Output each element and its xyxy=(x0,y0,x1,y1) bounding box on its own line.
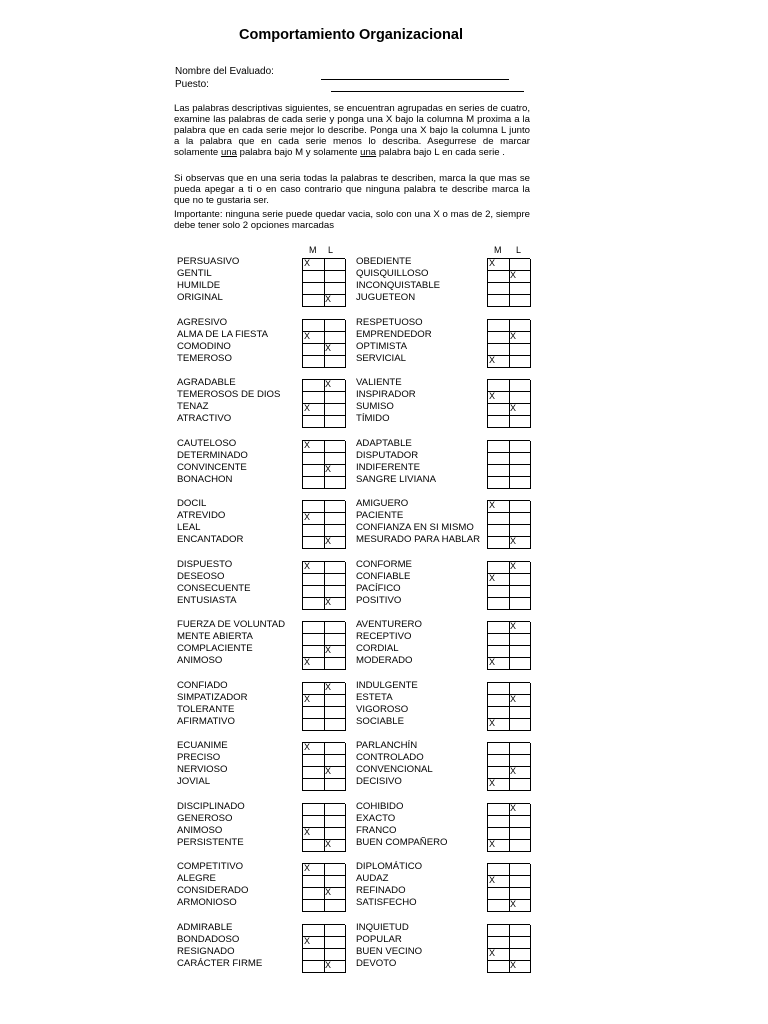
answer-grid xyxy=(302,500,345,549)
answer-cell-l[interactable] xyxy=(324,477,346,489)
answer-cell-m[interactable] xyxy=(488,283,510,295)
answer-cell-l[interactable] xyxy=(509,574,531,586)
answer-cell-l[interactable] xyxy=(509,453,531,465)
answer-cell-m[interactable] xyxy=(488,416,510,428)
answer-cell-m[interactable] xyxy=(488,743,510,755)
series-word: INSPIRADOR xyxy=(356,389,416,400)
series-word: ENTUSIASTA xyxy=(177,595,237,606)
answer-cell-l[interactable]: X xyxy=(324,537,346,549)
answer-cell-l[interactable] xyxy=(509,380,531,392)
series-word: SOCIABLE xyxy=(356,716,404,727)
answer-cell-m[interactable] xyxy=(303,295,325,307)
answer-cell-m[interactable] xyxy=(488,525,510,537)
series-word: GENEROSO xyxy=(177,813,233,824)
series-word: ADMIRABLE xyxy=(177,922,233,933)
series-word: CONSIDERADO xyxy=(177,885,249,896)
answer-cell-l[interactable] xyxy=(509,719,531,731)
answer-cell-m[interactable] xyxy=(488,453,510,465)
answer-cell-l[interactable]: X xyxy=(324,380,346,392)
answer-cell-m[interactable]: X xyxy=(488,392,510,404)
column-header-l-right: L xyxy=(516,245,522,255)
answer-cell-l[interactable] xyxy=(324,356,346,368)
series-word: DIPLOMÁTICO xyxy=(356,861,423,872)
series-word: PACÍFICO xyxy=(356,583,401,594)
answer-cell-l[interactable]: X xyxy=(509,961,531,973)
answer-cell-l[interactable]: X xyxy=(324,888,346,900)
series-word: AGRESIVO xyxy=(177,317,228,328)
series-word: SATISFECHO xyxy=(356,897,417,908)
series-word: GENTIL xyxy=(177,268,212,279)
important-paragraph: Importante: ninguna serie puede quedar vacia, solo con una X o mas de 2, siempre debe tener solo 2 opciones marcadas xyxy=(174,209,530,231)
series-word: AVENTURERO xyxy=(356,619,422,630)
series-word: TÍMIDO xyxy=(356,413,390,424)
puesto-label: Puesto: xyxy=(175,79,209,90)
series-word: TOLERANTE xyxy=(177,704,235,715)
page-title: Comportamiento Organizacional xyxy=(239,27,463,43)
answer-cell-m[interactable] xyxy=(488,925,510,937)
answer-cell-m[interactable] xyxy=(303,949,325,961)
answer-cell-l[interactable] xyxy=(509,465,531,477)
evaluado-label: Nombre del Evaluado: xyxy=(175,66,274,77)
answer-cell-l[interactable] xyxy=(324,416,346,428)
answer-grid xyxy=(487,621,530,670)
answer-cell-l[interactable]: X xyxy=(509,804,531,816)
answer-grid xyxy=(302,379,345,428)
answer-cell-l[interactable] xyxy=(509,501,531,513)
answer-cell-l[interactable] xyxy=(509,646,531,658)
series-word: CONSECUENTE xyxy=(177,583,251,594)
answer-cell-m[interactable] xyxy=(488,513,510,525)
answer-cell-l[interactable]: X xyxy=(324,344,346,356)
series-word: DECISIVO xyxy=(356,776,402,787)
series-word: DISCIPLINADO xyxy=(177,801,245,812)
answer-cell-m[interactable] xyxy=(488,755,510,767)
series-word: CONVENCIONAL xyxy=(356,764,433,775)
series-word: RECEPTIVO xyxy=(356,631,412,642)
series-word: CONTROLADO xyxy=(356,752,424,763)
answer-cell-l[interactable] xyxy=(509,295,531,307)
answer-cell-m[interactable] xyxy=(488,271,510,283)
series-word: ADAPTABLE xyxy=(356,438,412,449)
answer-cell-m[interactable] xyxy=(488,441,510,453)
series-word: CONFORME xyxy=(356,559,412,570)
answer-cell-l[interactable]: X xyxy=(509,622,531,634)
answer-cell-l[interactable] xyxy=(509,283,531,295)
answer-grid xyxy=(302,258,345,307)
answer-cell-m[interactable]: X xyxy=(303,513,325,525)
answer-cell-l[interactable] xyxy=(509,356,531,368)
series-word: ENCANTADOR xyxy=(177,534,244,545)
answer-cell-m[interactable] xyxy=(303,453,325,465)
answer-cell-l[interactable]: X xyxy=(324,840,346,852)
answer-cell-m[interactable] xyxy=(488,465,510,477)
answer-cell-l[interactable]: X xyxy=(324,683,346,695)
answer-grid xyxy=(487,500,530,549)
answer-cell-l[interactable] xyxy=(509,634,531,646)
series-word: VALIENTE xyxy=(356,377,402,388)
answer-cell-l[interactable] xyxy=(509,513,531,525)
answer-cell-l[interactable] xyxy=(509,864,531,876)
answer-grid xyxy=(302,440,345,489)
answer-cell-m[interactable] xyxy=(303,586,325,598)
answer-cell-l[interactable]: X xyxy=(324,295,346,307)
series-word: ANIMOSO xyxy=(177,825,223,836)
answer-cell-l[interactable] xyxy=(324,562,346,574)
answer-cell-m[interactable] xyxy=(303,380,325,392)
series-word: LEAL xyxy=(177,522,201,533)
answer-cell-m[interactable] xyxy=(303,779,325,791)
answer-cell-l[interactable] xyxy=(509,743,531,755)
answer-cell-m[interactable] xyxy=(488,295,510,307)
answer-cell-l[interactable] xyxy=(324,707,346,719)
answer-grid xyxy=(302,803,345,852)
answer-cell-m[interactable] xyxy=(303,283,325,295)
series-word: RESPETUOSO xyxy=(356,317,423,328)
series-word: ARMONIOSO xyxy=(177,897,237,908)
column-header-l: L xyxy=(328,245,334,255)
answer-grid xyxy=(302,682,345,731)
answer-cell-l[interactable] xyxy=(324,804,346,816)
answer-cell-m[interactable]: X xyxy=(303,404,325,416)
answer-grid xyxy=(487,803,530,852)
series-word: PERSUASIVO xyxy=(177,256,240,267)
answer-cell-m[interactable]: X xyxy=(303,441,325,453)
answer-grid xyxy=(487,682,530,731)
answer-cell-m[interactable] xyxy=(488,804,510,816)
series-word: CONFIABLE xyxy=(356,571,411,582)
series-word: SANGRE LIVIANA xyxy=(356,474,436,485)
answer-cell-m[interactable] xyxy=(303,574,325,586)
answer-cell-l[interactable] xyxy=(324,271,346,283)
answer-cell-l[interactable] xyxy=(509,925,531,937)
series-word: SIMPATIZADOR xyxy=(177,692,248,703)
answer-cell-m[interactable]: X xyxy=(488,574,510,586)
answer-cell-l[interactable] xyxy=(509,840,531,852)
instructions-paragraph: Las palabras descriptivas siguientes, se encuentran agrupadas en series de cuatro, examine las palabras de cada serie y ponga una X bajo la columna M proxima a la palabra que en cada serie mejor lo describe. Ponga una X bajo la columna L junto a la palabra que en cada serie menos lo describa. Asegurrese de marcar solamente una palabra bajo M y solamente una palabra bajo L en cada serie . xyxy=(174,103,530,158)
series-word: BUEN VECINO xyxy=(356,946,423,957)
answer-cell-m[interactable] xyxy=(488,888,510,900)
answer-cell-m[interactable]: X xyxy=(303,695,325,707)
series-word: DISPUTADOR xyxy=(356,450,419,461)
series-word: SERVICIAL xyxy=(356,353,406,364)
answer-cell-l[interactable] xyxy=(509,441,531,453)
answer-cell-l[interactable] xyxy=(324,622,346,634)
series-word: BONDADOSO xyxy=(177,934,240,945)
answer-cell-m[interactable] xyxy=(303,416,325,428)
answer-cell-l[interactable]: X xyxy=(509,767,531,779)
answer-cell-m[interactable] xyxy=(303,598,325,610)
answer-cell-l[interactable]: X xyxy=(509,695,531,707)
answer-grid xyxy=(487,863,530,912)
series-word: ATREVIDO xyxy=(177,510,226,521)
answer-cell-l[interactable] xyxy=(509,779,531,791)
series-word: CONVINCENTE xyxy=(177,462,247,473)
series-word: CORDIAL xyxy=(356,643,399,654)
answer-grid xyxy=(302,561,345,610)
series-word: COMPLACIENTE xyxy=(177,643,253,654)
answer-cell-m[interactable] xyxy=(303,537,325,549)
answer-cell-m[interactable] xyxy=(488,695,510,707)
answer-cell-l[interactable] xyxy=(324,658,346,670)
answer-cell-m[interactable] xyxy=(488,586,510,598)
series-word: PRECISO xyxy=(177,752,221,763)
answer-cell-m[interactable]: X xyxy=(488,840,510,852)
answer-cell-m[interactable] xyxy=(488,634,510,646)
answer-cell-m[interactable] xyxy=(488,900,510,912)
answer-grid xyxy=(302,621,345,670)
answer-cell-l[interactable] xyxy=(509,816,531,828)
answer-cell-m[interactable] xyxy=(488,961,510,973)
answer-cell-m[interactable] xyxy=(303,344,325,356)
answer-cell-l[interactable]: X xyxy=(509,900,531,912)
answer-cell-m[interactable] xyxy=(303,356,325,368)
series-word: RESIGNADO xyxy=(177,946,235,957)
answer-cell-m[interactable] xyxy=(488,404,510,416)
answer-cell-l[interactable] xyxy=(324,392,346,404)
answer-cell-m[interactable]: X xyxy=(303,259,325,271)
answer-cell-l[interactable]: X xyxy=(509,332,531,344)
series-word: ANIMOSO xyxy=(177,655,223,666)
answer-cell-l[interactable] xyxy=(324,779,346,791)
answer-cell-l[interactable] xyxy=(509,477,531,489)
series-word: JOVIAL xyxy=(177,776,211,787)
answer-cell-l[interactable] xyxy=(509,937,531,949)
series-word: INDIFERENTE xyxy=(356,462,420,473)
series-word: DOCIL xyxy=(177,498,207,509)
series-word: MESURADO PARA HABLAR xyxy=(356,534,481,545)
answer-cell-l[interactable] xyxy=(324,900,346,912)
answer-cell-l[interactable] xyxy=(509,416,531,428)
series-word: MODERADO xyxy=(356,655,413,666)
series-word: CAUTELOSO xyxy=(177,438,237,449)
answer-cell-l[interactable] xyxy=(509,344,531,356)
answer-grid xyxy=(487,561,530,610)
answer-cell-m[interactable] xyxy=(488,622,510,634)
answer-cell-m[interactable]: X xyxy=(303,828,325,840)
series-word: FUERZA DE VOLUNTAD xyxy=(177,619,286,630)
series-word: AFIRMATIVO xyxy=(177,716,235,727)
answer-cell-l[interactable] xyxy=(324,259,346,271)
answer-cell-m[interactable]: X xyxy=(488,719,510,731)
answer-cell-l[interactable]: X xyxy=(324,767,346,779)
series-word: COHIBIDO xyxy=(356,801,404,812)
answer-cell-l[interactable] xyxy=(509,598,531,610)
series-word: BONACHON xyxy=(177,474,233,485)
answer-cell-l[interactable] xyxy=(324,719,346,731)
series-word: PACIENTE xyxy=(356,510,404,521)
answer-cell-m[interactable]: X xyxy=(303,562,325,574)
column-header-m-right: M xyxy=(494,245,502,255)
series-word: COMPETITIVO xyxy=(177,861,244,872)
series-word: OBEDIENTE xyxy=(356,256,412,267)
answer-cell-m[interactable] xyxy=(303,804,325,816)
answer-cell-m[interactable] xyxy=(488,537,510,549)
answer-cell-l[interactable] xyxy=(509,586,531,598)
answer-cell-m[interactable]: X xyxy=(488,501,510,513)
series-word: SUMISO xyxy=(356,401,394,412)
series-word: DEVOTO xyxy=(356,958,397,969)
answer-cell-l[interactable] xyxy=(324,864,346,876)
series-word: AMIGUERO xyxy=(356,498,409,509)
series-word: POPULAR xyxy=(356,934,402,945)
series-word: TENAZ xyxy=(177,401,209,412)
series-word: PARLANCHÍN xyxy=(356,740,418,751)
answer-cell-m[interactable] xyxy=(303,707,325,719)
answer-cell-l[interactable] xyxy=(324,441,346,453)
series-word: EMPRENDEDOR xyxy=(356,329,432,340)
answer-cell-l[interactable] xyxy=(324,501,346,513)
answer-cell-m[interactable] xyxy=(303,767,325,779)
answer-cell-l[interactable] xyxy=(324,743,346,755)
series-word: INQUIETUD xyxy=(356,922,409,933)
column-header-m: M xyxy=(309,245,317,255)
answer-cell-l[interactable]: X xyxy=(509,404,531,416)
series-word: OPTIMISTA xyxy=(356,341,407,352)
answer-cell-l[interactable]: X xyxy=(509,537,531,549)
answer-cell-m[interactable] xyxy=(303,271,325,283)
series-word: INDULGENTE xyxy=(356,680,418,691)
answer-cell-l[interactable] xyxy=(324,404,346,416)
answer-grid xyxy=(302,924,345,973)
answer-grid xyxy=(487,379,530,428)
answer-cell-l[interactable] xyxy=(324,320,346,332)
series-word: CONFIADO xyxy=(177,680,228,691)
answer-cell-l[interactable]: X xyxy=(509,562,531,574)
series-word: POSITIVO xyxy=(356,595,402,606)
answer-cell-m[interactable] xyxy=(303,622,325,634)
series-word: INCONQUISTABLE xyxy=(356,280,441,291)
answer-cell-m[interactable] xyxy=(488,683,510,695)
answer-cell-l[interactable] xyxy=(324,937,346,949)
series-word: PERSISTENTE xyxy=(177,837,244,848)
answer-cell-m[interactable] xyxy=(488,320,510,332)
answer-cell-m[interactable] xyxy=(303,477,325,489)
answer-grid xyxy=(302,742,345,791)
answer-cell-l[interactable]: X xyxy=(509,271,531,283)
series-word: NERVIOSO xyxy=(177,764,228,775)
series-word: QUISQUILLOSO xyxy=(356,268,429,279)
series-word: CARÁCTER FIRME xyxy=(177,958,263,969)
answer-cell-l[interactable]: X xyxy=(324,465,346,477)
series-word: DETERMINADO xyxy=(177,450,248,461)
series-word: BUEN COMPAÑERO xyxy=(356,837,448,848)
evaluado-field[interactable] xyxy=(321,79,509,80)
series-word: MENTE ABIERTA xyxy=(177,631,253,642)
answer-cell-l[interactable]: X xyxy=(324,598,346,610)
answer-cell-m[interactable]: X xyxy=(303,937,325,949)
answer-cell-m[interactable]: X xyxy=(488,259,510,271)
answer-cell-l[interactable] xyxy=(509,707,531,719)
answer-cell-m[interactable]: X xyxy=(303,658,325,670)
answer-cell-m[interactable] xyxy=(303,755,325,767)
series-word: AUDAZ xyxy=(356,873,389,884)
series-word: ESTETA xyxy=(356,692,393,703)
answer-grid xyxy=(487,319,530,368)
answer-cell-l[interactable] xyxy=(324,816,346,828)
puesto-field[interactable] xyxy=(331,91,524,92)
answer-cell-l[interactable] xyxy=(324,695,346,707)
series-word: ATRACTIVO xyxy=(177,413,232,424)
answer-cell-l[interactable] xyxy=(509,658,531,670)
answer-cell-m[interactable]: X xyxy=(488,658,510,670)
answer-cell-m[interactable] xyxy=(303,840,325,852)
answer-grid xyxy=(487,440,530,489)
answer-cell-m[interactable]: X xyxy=(303,743,325,755)
answer-grid xyxy=(487,924,530,973)
series-word: TEMEROSO xyxy=(177,353,232,364)
answer-cell-m[interactable] xyxy=(303,900,325,912)
answer-cell-l[interactable] xyxy=(509,828,531,840)
answer-cell-m[interactable] xyxy=(303,465,325,477)
series-word: AGRADABLE xyxy=(177,377,236,388)
series-word: DISPUESTO xyxy=(177,559,233,570)
series-word: ALMA DE LA FIESTA xyxy=(177,329,268,340)
series-word: JUGUETEON xyxy=(356,292,416,303)
series-word: COMODINO xyxy=(177,341,231,352)
answer-cell-l[interactable] xyxy=(324,513,346,525)
series-word: EXACTO xyxy=(356,813,396,824)
note-paragraph: Si observas que en una seria todas la palabras te describen, marca la que mas se pueda apegar a ti o en caso contrario que ninguna palabra te describe marca la que no te gustaria ser. xyxy=(174,173,530,206)
answer-cell-l[interactable]: X xyxy=(324,646,346,658)
answer-cell-l[interactable] xyxy=(324,574,346,586)
series-word: TEMEROSOS DE DIOS xyxy=(177,389,281,400)
series-word: ECUANIME xyxy=(177,740,228,751)
answer-cell-m[interactable]: X xyxy=(488,876,510,888)
series-word: DESEOSO xyxy=(177,571,225,582)
series-word: REFINADO xyxy=(356,885,406,896)
answer-grid xyxy=(487,258,530,307)
series-word: CONFIANZA EN SI MISMO xyxy=(356,522,474,533)
answer-grid xyxy=(487,742,530,791)
answer-cell-m[interactable] xyxy=(488,598,510,610)
series-word: VIGOROSO xyxy=(356,704,409,715)
answer-cell-m[interactable] xyxy=(488,477,510,489)
answer-cell-l[interactable] xyxy=(509,876,531,888)
series-word: FRANCO xyxy=(356,825,397,836)
answer-cell-m[interactable] xyxy=(303,634,325,646)
answer-cell-m[interactable]: X xyxy=(488,779,510,791)
answer-cell-m[interactable]: X xyxy=(488,949,510,961)
answer-cell-m[interactable] xyxy=(303,876,325,888)
answer-cell-m[interactable] xyxy=(303,888,325,900)
series-word: ORIGINAL xyxy=(177,292,223,303)
answer-grid xyxy=(302,319,345,368)
answer-cell-m[interactable]: X xyxy=(303,332,325,344)
series-word: ALEGRE xyxy=(177,873,216,884)
answer-cell-m[interactable] xyxy=(303,525,325,537)
answer-cell-m[interactable] xyxy=(488,816,510,828)
answer-cell-l[interactable]: X xyxy=(324,961,346,973)
answer-cell-m[interactable] xyxy=(303,719,325,731)
answer-cell-l[interactable] xyxy=(324,925,346,937)
answer-cell-m[interactable] xyxy=(303,961,325,973)
series-word: HUMILDE xyxy=(177,280,221,291)
answer-grid xyxy=(302,863,345,912)
answer-cell-m[interactable]: X xyxy=(488,356,510,368)
answer-cell-m[interactable]: X xyxy=(303,864,325,876)
answer-cell-m[interactable] xyxy=(488,332,510,344)
